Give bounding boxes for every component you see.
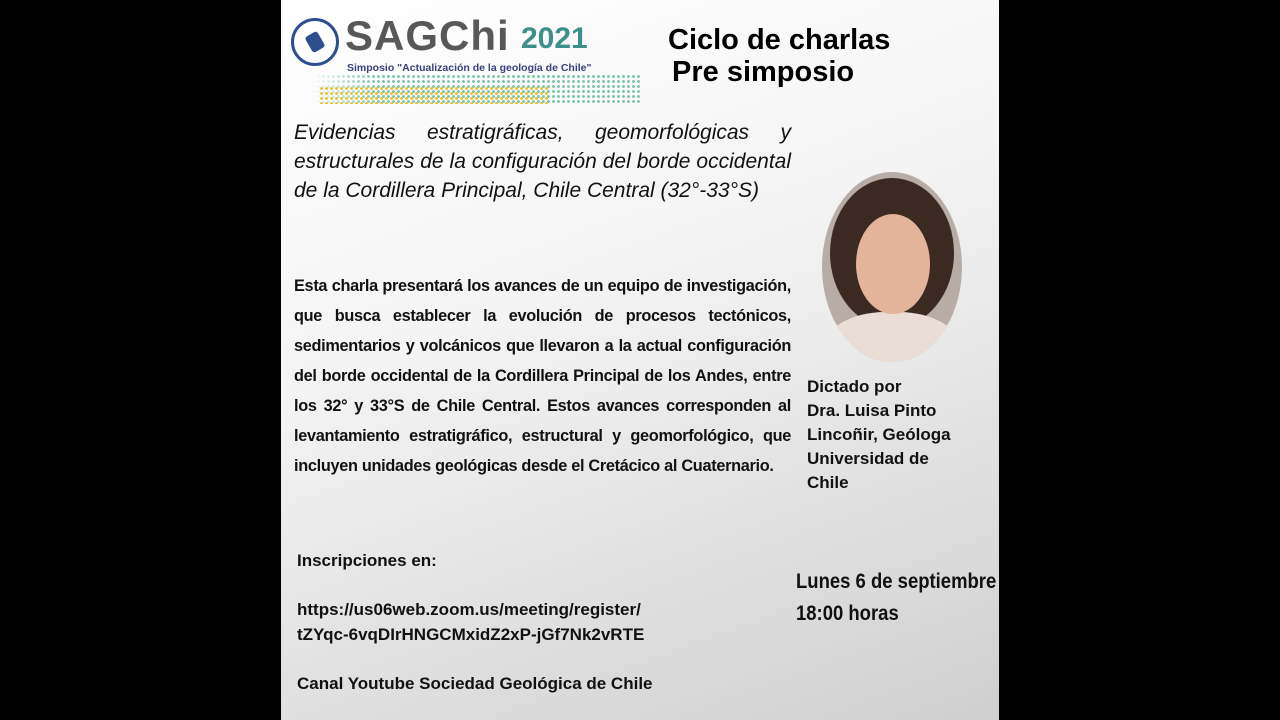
youtube-channel: Canal Youtube Sociedad Geológica de Chile xyxy=(297,674,653,693)
speaker-info xyxy=(807,375,951,495)
logo-year: 2021 xyxy=(521,22,588,55)
logo-subtitle: Simposio "Actualización de la geología de Chile" xyxy=(347,62,592,74)
speaker-photo-body xyxy=(824,312,960,362)
registration-label: Inscripciones en: xyxy=(297,551,437,570)
series-heading xyxy=(668,24,890,88)
sagchi-logo xyxy=(289,10,639,105)
series-heading-line1: Ciclo de charlas xyxy=(668,24,891,56)
speaker-photo-face xyxy=(856,214,930,314)
speaker-photo xyxy=(822,172,962,362)
speaker-line4: Universidad de xyxy=(807,449,929,468)
society-seal-icon xyxy=(291,18,339,66)
event-date: Lunes 6 de septiembre xyxy=(796,570,997,593)
logo-name: SAGChi xyxy=(345,12,510,59)
series-heading-line2: Pre simposio xyxy=(672,56,855,88)
speaker-line3: Lincoñir, Geóloga xyxy=(807,425,951,444)
speaker-line2: Dra. Luisa Pinto xyxy=(807,401,937,420)
event-schedule xyxy=(796,566,996,630)
registration-url-line1[interactable]: https://us06web.zoom.us/meeting/register/ xyxy=(297,600,641,619)
speaker-line1: Dictado por xyxy=(807,377,902,396)
registration-link[interactable] xyxy=(297,597,644,647)
talk-title: Evidencias estratigráficas, geomorfológicas y estructurales de la configuración del borde occidental de la Cordillera Principal, Chile Central (32°-33°S) xyxy=(294,121,791,202)
talk-description: Esta charla presentará los avances de un equipo de investigación, que busca establecer la evolución de procesos tectónicos, sedimentarios y volcánicos que llevaron a la actual configuración del borde occidental de la Cordillera Principal de los Andes, entre los 32° y 33°S de Chile Central. Estos avances corresponden al levantamiento estratigráfico, estructural y geomorfológico, que incluyen unidades geológicas desde el Cretácico al Cuaternario. xyxy=(294,277,791,475)
poster xyxy=(281,0,999,720)
event-time: 18:00 horas xyxy=(796,602,899,625)
map-dots-yellow-decoration xyxy=(319,86,549,104)
registration-url-line2[interactable]: tZYqc-6vqDIrHNGCMxidZ2xP-jGf7Nk2vRTE xyxy=(297,625,645,644)
speaker-line5: Chile xyxy=(807,473,849,492)
